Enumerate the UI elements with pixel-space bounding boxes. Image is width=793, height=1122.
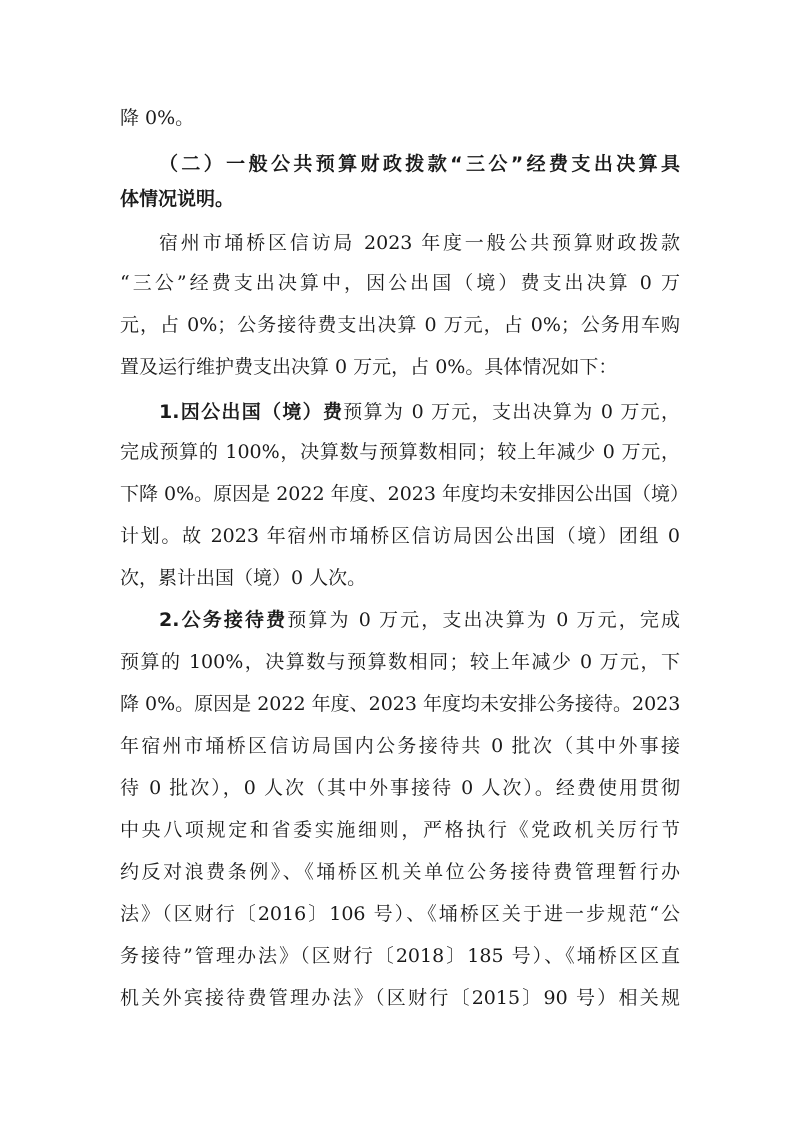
paragraph-line: 置及运行维护费支出决算 0 万元，占 0%。具体情况如下： — [120, 356, 618, 378]
paragraph-line: 机关外宾接待费管理办法》（区财行〔2015〕90 号）相关规 — [120, 987, 680, 1009]
paragraph-line: 法》（区财行〔2016〕106 号）、《埇桥区关于进一步规范“公 — [120, 903, 680, 925]
paragraph-line: 下降 0%。原因是 2022 年度、2023 年度均未安排因公出国（境） — [120, 483, 690, 505]
paragraph-line: “三公”经费支出决算中，因公出国（境）费支出决算 0 万 — [120, 272, 680, 294]
text-line: 降 0%。 — [120, 107, 195, 129]
paragraph-line: 降 0%。原因是 2022 年度、2023 年度均未安排公务接待。2023 — [120, 693, 681, 715]
paragraph-line: 待 0 批次），0 人次（其中外事接待 0 人次）。经费使用贯彻 — [120, 777, 680, 799]
paragraph-line: 计划。故 2023 年宿州市埇桥区信访局因公出国（境）团组 0 — [120, 525, 680, 547]
item-line — [159, 608, 680, 632]
paragraph-line: 年宿州市埇桥区信访局国内公务接待共 0 批次（其中外事接 — [120, 735, 680, 757]
item-1-text: 预算为 0 万元，支出决算为 0 万元， — [343, 401, 680, 423]
paragraph-line: 宿州市埇桥区信访局 2023 年度一般公共预算财政拨款 — [159, 232, 680, 254]
section-heading: （二）一般公共预算财政拨款“三公”经费支出决算具 — [159, 153, 680, 175]
paragraph-line: 次，累计出国（境）0 人次。 — [120, 567, 367, 589]
paragraph-line: 完成预算的 100%，决算数与预算数相同；较上年减少 0 万元， — [120, 441, 680, 463]
paragraph-line: 元，占 0%；公务接待费支出决算 0 万元，占 0%；公务用车购 — [120, 314, 680, 336]
paragraph-line: 预算的 100%，决算数与预算数相同；较上年减少 0 万元，下 — [120, 651, 680, 673]
section-heading-cont: 体情况说明。 — [120, 188, 235, 210]
item-line — [159, 400, 680, 424]
paragraph-line: 务接待”管理办法》（区财行〔2018〕185 号）、《埇桥区区直 — [120, 945, 680, 967]
paragraph-line: 约反对浪费条例》、《埇桥区机关单位公务接待费管理暂行办 — [120, 861, 680, 883]
item-2-label: 2.公务接待费 — [159, 609, 288, 631]
item-1-label: 1.因公出国（境）费 — [159, 401, 344, 423]
item-2-text: 预算为 0 万元，支出决算为 0 万元，完成 — [287, 609, 680, 631]
paragraph-line: 中央八项规定和省委实施细则，严格执行《党政机关厉行节 — [120, 819, 680, 841]
